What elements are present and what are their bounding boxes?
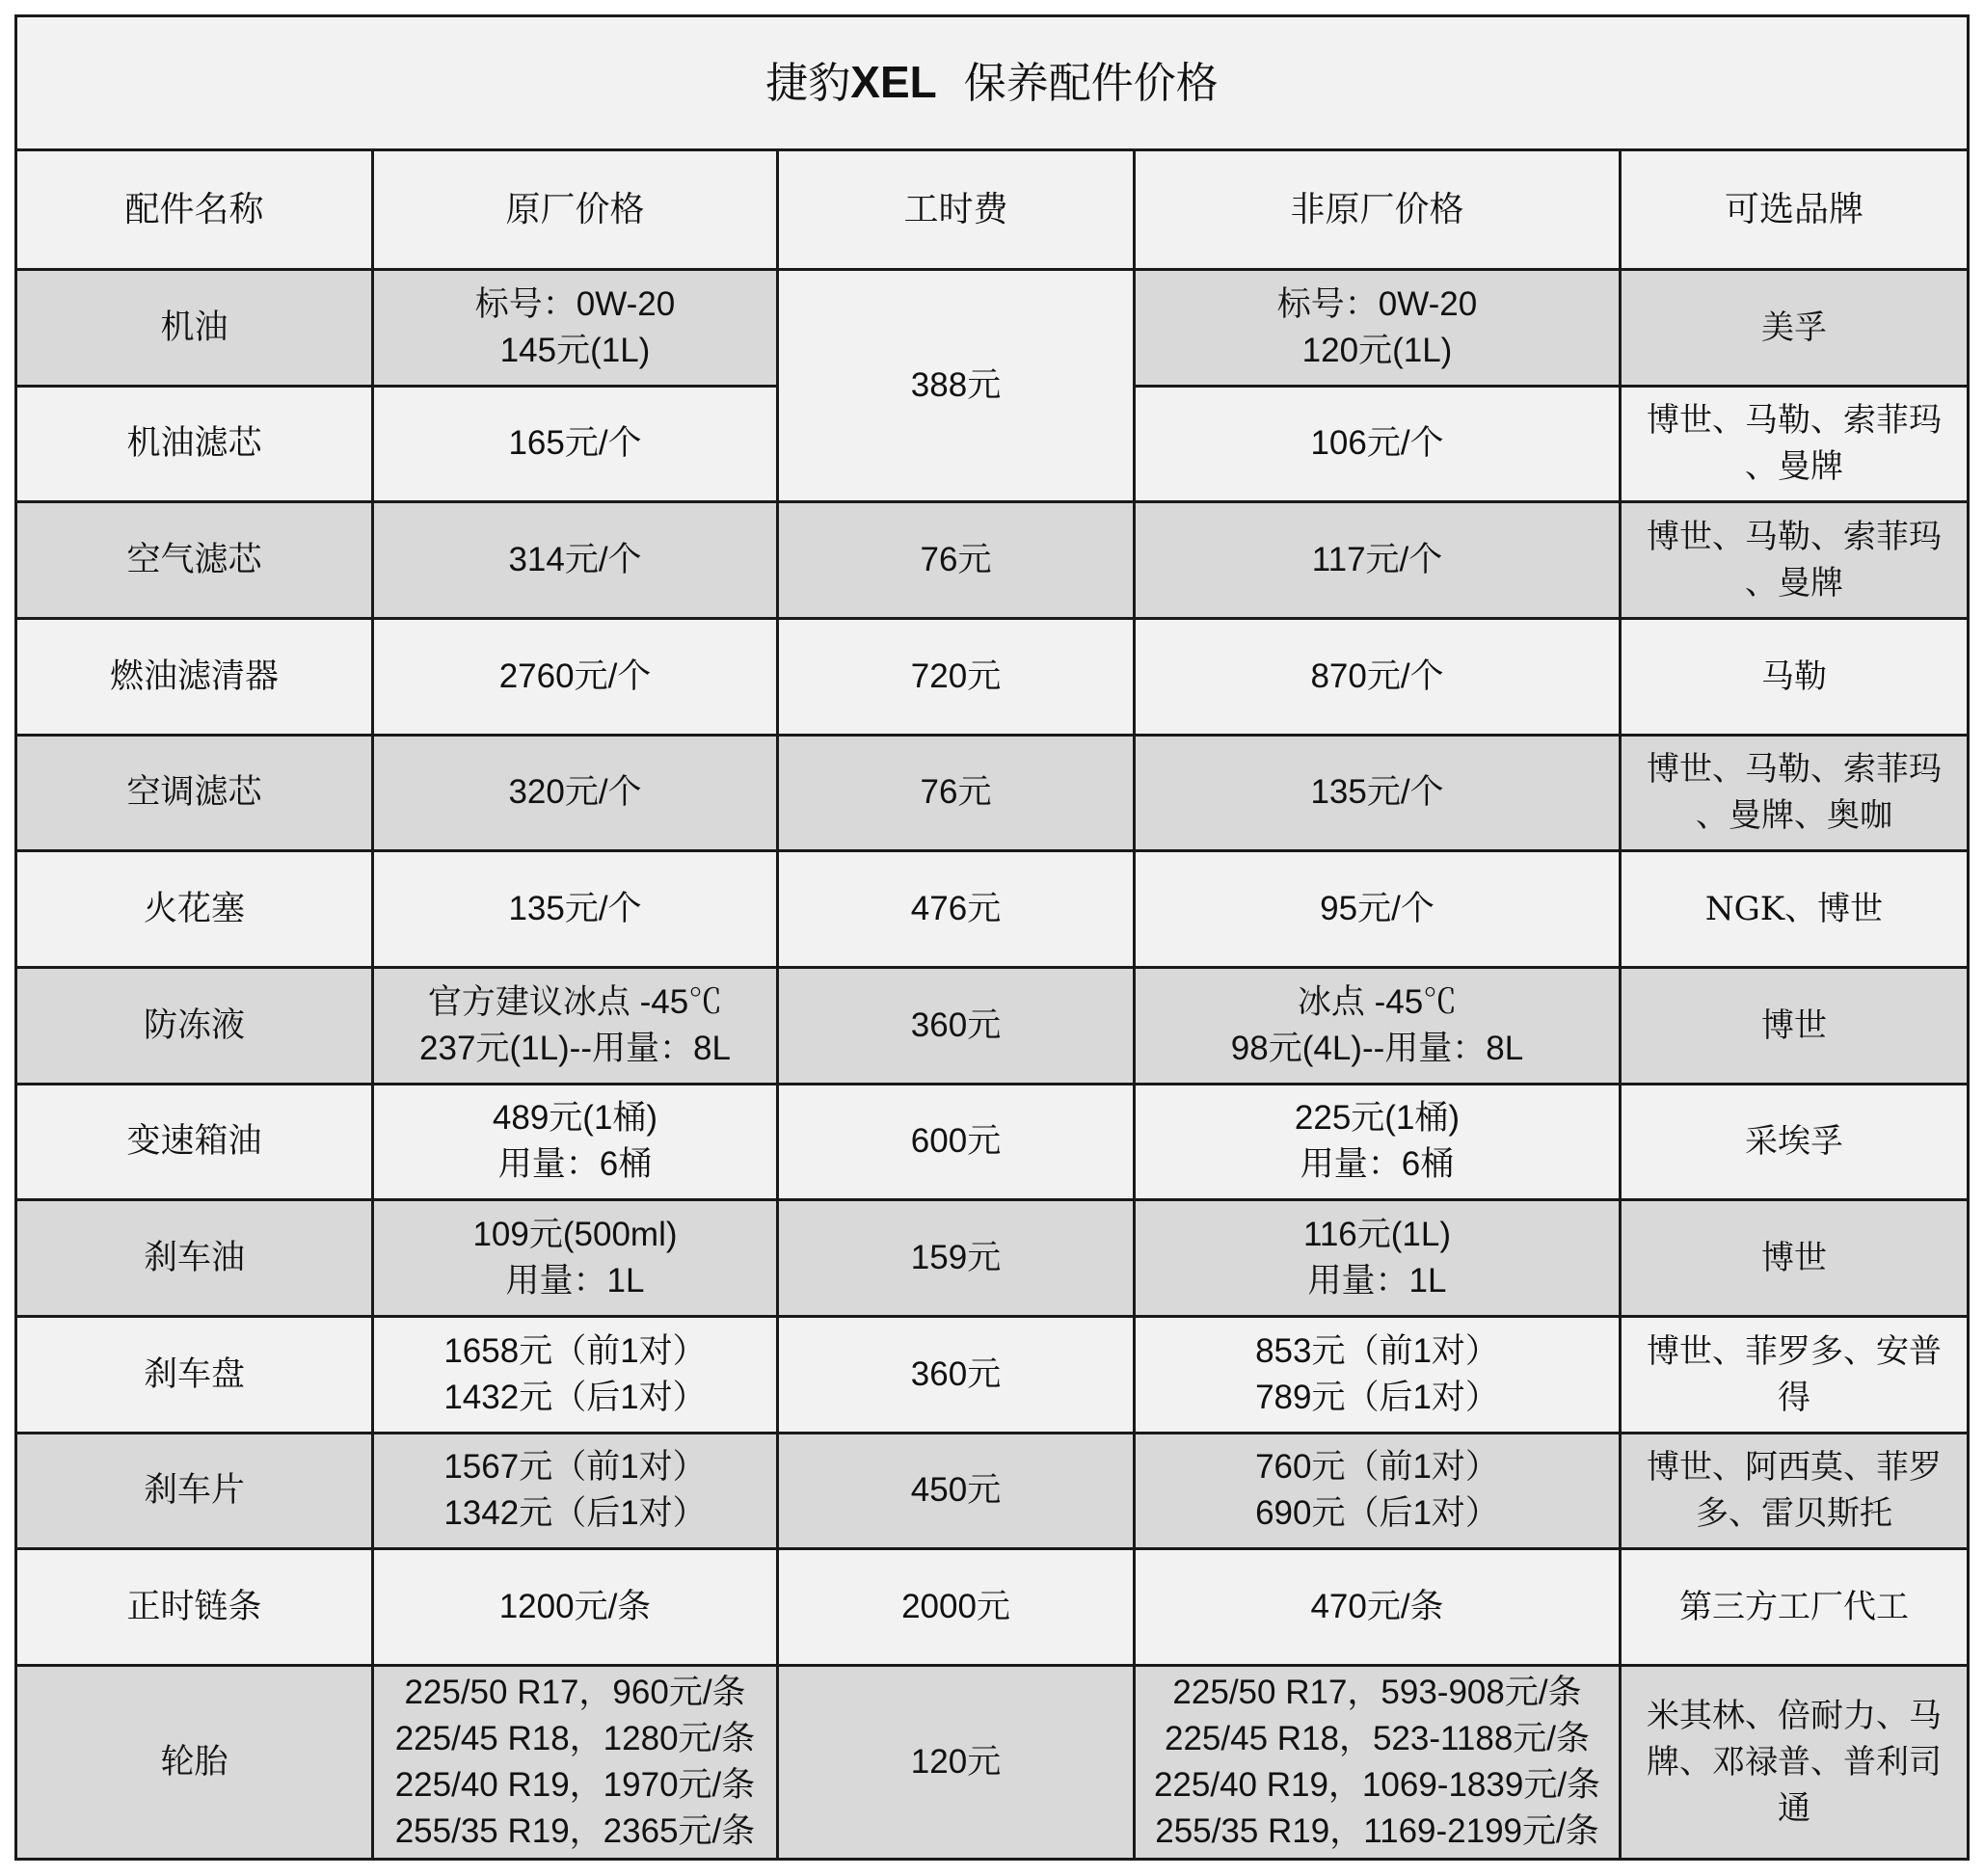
labor-fee: 450元 [778, 1433, 1135, 1549]
aftermarket-price [1135, 1316, 1621, 1433]
header-brands: 可选品牌 [1621, 150, 1969, 270]
labor-fee: 360元 [778, 967, 1135, 1084]
table-row [16, 1549, 1969, 1666]
labor-fee: 2000元 [778, 1549, 1135, 1666]
brand-list-line: 美孚 [1761, 308, 1828, 347]
oem-price [373, 1200, 778, 1317]
brand-list [1621, 1316, 1969, 1433]
aftermarket-price [1135, 851, 1621, 968]
aftermarket-price [1135, 269, 1621, 386]
brand-list-line: 牌、邓禄普、普利司 [1647, 1742, 1943, 1782]
labor-fee: 76元 [778, 502, 1135, 619]
brand-list-line: 、曼牌、奥咖 [1696, 796, 1893, 836]
labor-fee: 120元 [778, 1665, 1135, 1859]
oem-price-line: 165元/个 [508, 424, 642, 463]
aftermarket-price [1135, 386, 1621, 502]
aftermarket-price-line: 255/35 R19，1169-2199元/条 [1155, 1811, 1599, 1850]
aftermarket-price-line: 106元/个 [1310, 424, 1444, 463]
oem-price-line: 135元/个 [508, 890, 642, 928]
brand-list-line: NGK、博世 [1704, 890, 1884, 929]
oem-price-line: 225/40 R19，1970元/条 [394, 1765, 756, 1804]
labor-fee: 476元 [778, 851, 1135, 968]
aftermarket-price-line: 95元/个 [1320, 890, 1434, 928]
header-labor-fee: 工时费 [778, 150, 1135, 270]
part-name: 防冻液 [16, 967, 373, 1084]
header-part-name: 配件名称 [16, 150, 373, 270]
price-table [14, 14, 1970, 1861]
oem-price-line: 237元(1L)--用量：8L [419, 1029, 731, 1067]
part-name: 刹车油 [16, 1200, 373, 1317]
aftermarket-price [1135, 1084, 1621, 1200]
aftermarket-price [1135, 1549, 1621, 1666]
brand-list [1621, 1433, 1969, 1549]
brand-list [1621, 851, 1969, 968]
brand-list-line: 博世、马勒、索菲玛 [1647, 401, 1943, 441]
part-name: 变速箱油 [16, 1084, 373, 1200]
table-row [16, 502, 1969, 619]
aftermarket-price-line: 120元(1L) [1301, 331, 1453, 369]
table-row [16, 967, 1969, 1084]
aftermarket-price [1135, 735, 1621, 851]
table-title [16, 16, 1969, 150]
brand-list-line: 、曼牌 [1745, 447, 1844, 487]
aftermarket-price-line: 225/45 R18，523-1188元/条 [1164, 1719, 1591, 1757]
oem-price-line: 1432元（后1对） [443, 1378, 707, 1416]
aftermarket-price-line: 789元（后1对） [1255, 1378, 1499, 1416]
oem-price [373, 1084, 778, 1200]
brand-list-line: 博世 [1761, 1239, 1828, 1278]
oem-price-line: 用量：6桶 [497, 1145, 653, 1184]
oem-price-line: 320元/个 [508, 773, 642, 812]
brand-list-line: 米其林、倍耐力、马 [1647, 1696, 1943, 1735]
brand-list-line: 得 [1778, 1378, 1811, 1417]
labor-fee: 159元 [778, 1200, 1135, 1317]
oem-price-line: 1200元/条 [498, 1588, 652, 1626]
oem-price-line: 用量：1L [505, 1262, 645, 1300]
oem-price [373, 1433, 778, 1549]
table-row [16, 1084, 1969, 1200]
aftermarket-price-line: 冰点 -45℃ [1297, 982, 1458, 1021]
labor-fee: 360元 [778, 1316, 1135, 1433]
oem-price-line: 2760元/个 [498, 657, 652, 695]
brand-list-line: 、曼牌 [1745, 564, 1844, 603]
oem-price [373, 735, 778, 851]
oem-price-line: 145元(1L) [499, 331, 651, 369]
aftermarket-price-line: 225/40 R19，1069-1839元/条 [1153, 1765, 1601, 1804]
oem-price [373, 967, 778, 1084]
table-row [16, 1433, 1969, 1549]
oem-price [373, 618, 778, 735]
aftermarket-price-line: 117元/个 [1311, 541, 1443, 579]
brand-list-line: 博世、马勒、索菲玛 [1647, 518, 1943, 557]
oem-price [373, 386, 778, 502]
aftermarket-price-line: 用量：6桶 [1300, 1145, 1455, 1184]
aftermarket-price-line: 690元（后1对） [1255, 1494, 1499, 1533]
brand-list-line: 博世、菲罗多、安普 [1647, 1331, 1943, 1371]
brand-list-line: 马勒 [1761, 657, 1828, 696]
table-row [16, 1200, 1969, 1317]
brand-list-line: 多、雷贝斯托 [1696, 1494, 1893, 1534]
aftermarket-price [1135, 967, 1621, 1084]
labor-fee: 720元 [778, 618, 1135, 735]
brand-list [1621, 967, 1969, 1084]
labor-fee: 388元 [778, 269, 1135, 501]
aftermarket-price-line: 853元（前1对） [1255, 1331, 1499, 1370]
oem-price-line: 标号：0W-20 [474, 284, 676, 323]
brand-list [1621, 1200, 1969, 1317]
aftermarket-price-line: 标号：0W-20 [1276, 284, 1478, 323]
brand-list-line: 第三方工厂代工 [1679, 1588, 1910, 1627]
aftermarket-price-line: 98元(4L)--用量：8L [1230, 1029, 1524, 1067]
table-row [16, 735, 1969, 851]
oem-price [373, 851, 778, 968]
brand-list [1621, 1084, 1969, 1200]
part-name: 空气滤芯 [16, 502, 373, 619]
aftermarket-price [1135, 1665, 1621, 1859]
aftermarket-price-line: 225元(1桶) [1294, 1099, 1461, 1138]
oem-price-line: 314元/个 [508, 541, 642, 579]
oem-price [373, 502, 778, 619]
oem-price-line: 1567元（前1对） [443, 1448, 707, 1487]
part-name: 机油 [16, 269, 373, 386]
table-row [16, 1665, 1969, 1859]
brand-list [1621, 1665, 1969, 1859]
brand-list-line: 博世 [1761, 1005, 1828, 1045]
oem-price-line: 1342元（后1对） [443, 1494, 707, 1533]
aftermarket-price-line: 760元（前1对） [1255, 1448, 1499, 1487]
brand-list [1621, 269, 1969, 386]
brand-list [1621, 618, 1969, 735]
oem-price-line: 官方建议冰点 -45℃ [427, 982, 723, 1021]
header-oem-price: 原厂价格 [373, 150, 778, 270]
labor-fee: 600元 [778, 1084, 1135, 1200]
brand-list-line: 采埃孚 [1745, 1122, 1844, 1162]
table-body [16, 269, 1969, 1859]
aftermarket-price-line: 225/50 R17，593-908元/条 [1172, 1673, 1582, 1711]
aftermarket-price [1135, 618, 1621, 735]
oem-price [373, 1549, 778, 1666]
aftermarket-price-line: 116元(1L) [1302, 1216, 1452, 1254]
aftermarket-price [1135, 502, 1621, 619]
oem-price [373, 1665, 778, 1859]
part-name: 空调滤芯 [16, 735, 373, 851]
oem-price-line: 489元(1桶) [492, 1099, 658, 1138]
part-name: 刹车片 [16, 1433, 373, 1549]
brand-list-line: 博世、阿西莫、菲罗 [1647, 1448, 1943, 1487]
brand-list-line: 博世、马勒、索菲玛 [1647, 750, 1943, 790]
aftermarket-price [1135, 1200, 1621, 1317]
table-row [16, 618, 1969, 735]
oem-price-line: 255/35 R19，2365元/条 [394, 1811, 756, 1850]
table-row [16, 851, 1969, 968]
title-text: 保养配件价格 [963, 59, 1219, 109]
aftermarket-price-line: 470元/条 [1310, 1588, 1444, 1626]
part-name: 机油滤芯 [16, 386, 373, 502]
title-model: XEL [850, 57, 937, 108]
part-name: 轮胎 [16, 1665, 373, 1859]
oem-price-line: 1658元（前1对） [443, 1331, 707, 1370]
oem-price [373, 1316, 778, 1433]
aftermarket-price-line: 135元/个 [1310, 773, 1444, 812]
aftermarket-price-line: 870元/个 [1310, 657, 1444, 695]
oem-price-line: 109元(500ml) [472, 1216, 678, 1254]
oem-price-line: 225/50 R17，960元/条 [404, 1673, 746, 1711]
brand-list [1621, 502, 1969, 619]
oem-price-line: 225/45 R18，1280元/条 [394, 1719, 756, 1757]
title-brand: 捷豹 [765, 59, 851, 109]
aftermarket-price-line: 用量：1L [1307, 1262, 1447, 1300]
brand-list [1621, 735, 1969, 851]
brand-list-line: 通 [1778, 1788, 1811, 1828]
labor-fee: 76元 [778, 735, 1135, 851]
table-row [16, 1316, 1969, 1433]
table-row [16, 269, 1969, 386]
part-name: 正时链条 [16, 1549, 373, 1666]
oem-price [373, 269, 778, 386]
aftermarket-price [1135, 1433, 1621, 1549]
header-aftermarket-price: 非原厂价格 [1135, 150, 1621, 270]
part-name: 燃油滤清器 [16, 618, 373, 735]
header-row [16, 150, 1969, 270]
part-name: 刹车盘 [16, 1316, 373, 1433]
brand-list [1621, 1549, 1969, 1666]
brand-list [1621, 386, 1969, 502]
part-name: 火花塞 [16, 851, 373, 968]
